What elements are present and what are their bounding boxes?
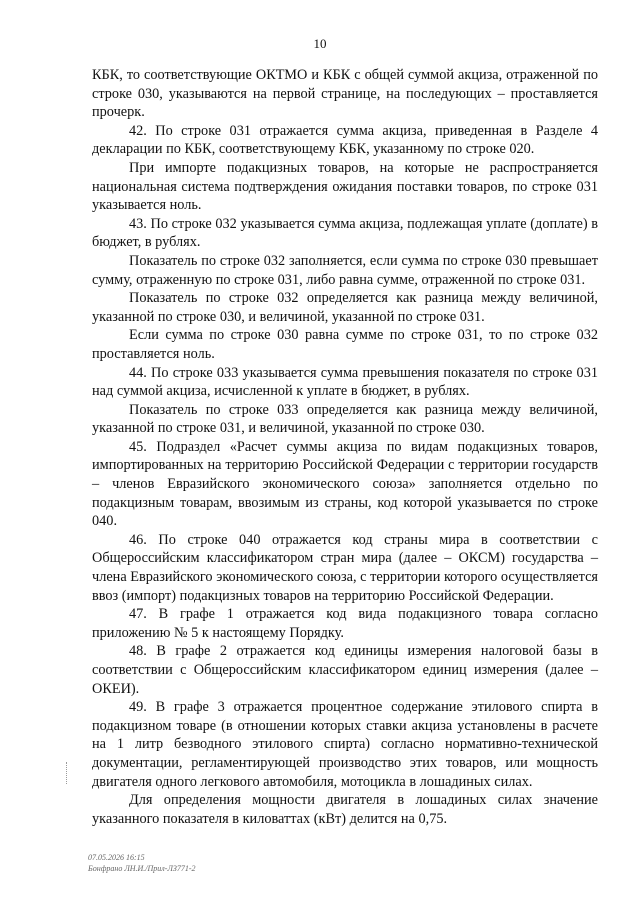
paragraph: КБК, то соответствующие ОКТМО и КБК с общей суммой акциза, отраженной по строке 030, указываются на первой странице, на последующих – проставляется прочерк. [92, 67, 598, 121]
paragraph: Для определения мощности двигателя в лошадиных силах значение указанного показателя в киловаттах (кВт) делится на 0,75. [92, 792, 598, 827]
paragraph: Показатель по строке 032 заполняется, если сумма по строке 030 превышает сумму, отраженную по строке 031, либо равна сумме, отраженной по строке 031. [92, 252, 598, 288]
paragraph: 44. По строке 033 указывается сумма превышения показателя по строке 031 над суммой акциза, исчисленной к уплате в бюджет, в рублях. [92, 364, 598, 400]
document-body [92, 66, 598, 828]
document-footer [88, 852, 196, 874]
paragraph: 46. По строке 040 отражается код страны мира в соответствии с Общероссийским классификатором стран мира (далее – ОКСМ) государства – члена Евразийского экономического союза, с территории которого осуществляется ввоз (импорт) подакцизных товаров на территорию Российской Федерации. [92, 531, 598, 604]
footer-timestamp: 07.05.2026 16:15 [88, 853, 145, 862]
paragraph: При импорте подакцизных товаров, на которые не распространяется национальная система подтверждения ожидания поставки товаров, по строке 031 указывается ноль. [92, 159, 598, 214]
paragraph: Если сумма по строке 030 равна сумме по строке 031, то по строке 032 проставляется ноль. [92, 327, 598, 362]
scan-mark [66, 762, 73, 784]
paragraph: 49. В графе 3 отражается процентное содержание этилового спирта в подакцизном товаре (в отношении которых ставки акциза установлены в расчете на 1 литр безводного этилового спирта) согласно нормативно-технической документации, регламентирующей производство этих товаров, или мощность двигателя одного легкового автомобиля, мотоцикла в лошадиных силах. [92, 699, 598, 790]
paragraph: 43. По строке 032 указывается сумма акциза, подлежащая уплате (доплате) в бюджет, в рублях. [92, 215, 598, 251]
paragraph: Показатель по строке 032 определяется как разница между величиной, указанной по строке 030, и величиной, указанной по строке 031. [92, 290, 598, 325]
footer-reference: Бонфрано ЛН.И./Прил-ЛЗ771-2 [88, 864, 196, 873]
paragraph: 42. По строке 031 отражается сумма акциза, приведенная в Разделе 4 декларации по КБК, соответствующему КБК, указанному по строке 020. [92, 122, 598, 158]
page-number: 10 [313, 36, 327, 51]
paragraph: Показатель по строке 033 определяется как разница между величиной, указанной по строке 031, и величиной, указанной по строке 030. [92, 401, 598, 437]
paragraph: 45. Подраздел «Расчет суммы акциза по видам подакцизных товаров, импортированных на территорию Российской Федерации с территории государств – членов Евразийского экономического союза» заполняется отдельно по подакцизным товарам, ввозимым из страны, код которой указывается по строке 040. [92, 438, 598, 530]
paragraph: 48. В графе 2 отражается код единицы измерения налоговой базы в соответствии с Общероссийским классификатором единиц измерения (далее – ОКЕИ). [92, 643, 598, 697]
paragraph: 47. В графе 1 отражается код вида подакцизного товара согласно приложению № 5 к настоящему Порядку. [92, 606, 598, 641]
